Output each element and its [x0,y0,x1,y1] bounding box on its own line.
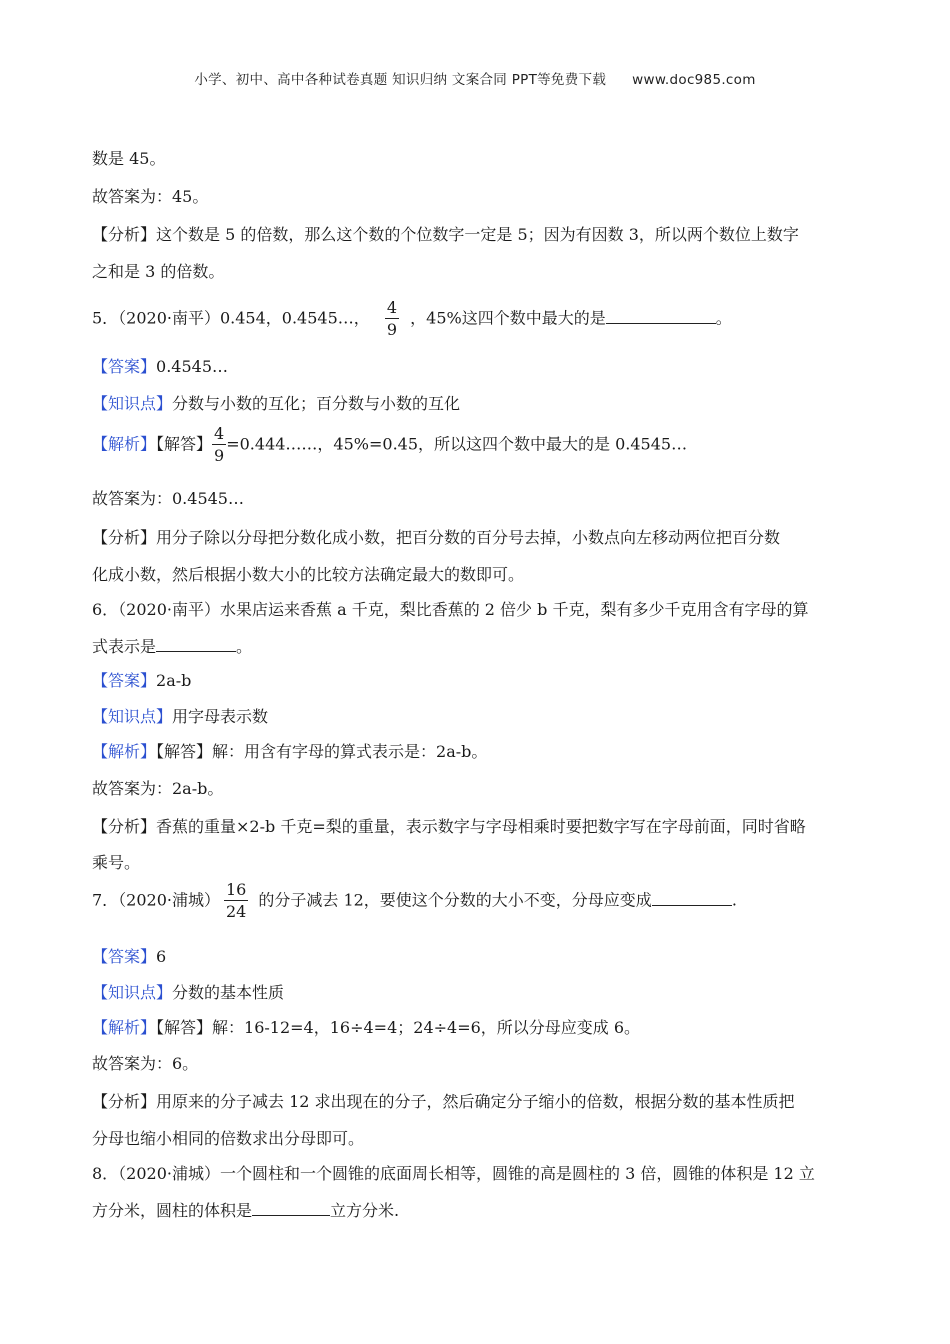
q6-knowledge-point [92,704,268,727]
q7-stem-a: 7．（2020·浦城） [92,890,220,910]
analysis-label: 【分析】 [92,528,157,547]
answer-blank[interactable] [252,1199,330,1216]
q5-knowledge-point [92,391,460,414]
analysis-text: 这个数是 5 的倍数，那么这个数的个位数字一定是 5；因为有因数 3，所以两个数位上数字 [156,225,799,244]
solution-sub-label: 【解答】 [156,434,213,454]
q5-stem-end: 。 [715,308,732,328]
q5-analysis-line2: 化成小数，然后根据小数大小的比较方法确定最大的数即可。 [92,565,525,584]
analysis-text: 用原来的分子减去 12 求出现在的分子，然后确定分子缩小的倍数，根据分数的基本性质把 [156,1092,795,1111]
q5-answer [92,354,228,377]
analysis-label: 【分析】 [92,817,157,836]
q5-analysis-line1 [92,525,780,548]
answer-label: 【答案】 [92,357,157,376]
q8-stem-line1: 8．（2020·浦城）一个圆柱和一个圆锥的底面周长相等，圆锥的高是圆柱的 3 倍，圆锥的体积是 12 立 [92,1164,815,1183]
solution-text: =0.444……，45%=0.45，所以这四个数中最大的是 0.4545… [226,434,688,454]
knowledge-text: 用字母表示数 [172,707,269,726]
solution-text: 【解答】解：用含有字母的算式表示是：2a-b。 [156,742,488,761]
q6-answer [92,668,191,691]
q5-solution [92,426,687,464]
fraction-numerator: 4 [214,424,225,443]
q8-stem-2a: 方分米，圆柱的体积是 [92,1201,253,1220]
answer-label: 【答案】 [92,947,157,966]
q7-analysis-line1 [92,1089,795,1112]
analysis-label: 【分析】 [92,225,157,244]
q6-solution [92,739,487,762]
solution-label: 【解析】 [92,434,157,454]
fraction-denominator: 24 [226,902,247,921]
q7-knowledge-point [92,980,284,1003]
fraction-numerator: 4 [386,298,398,317]
q7-solution [92,1015,640,1038]
fraction-denominator: 9 [386,320,398,339]
answer-blank[interactable] [652,889,732,906]
header-site-link[interactable]: www.doc985.com [632,72,756,88]
analysis-label: 【分析】 [92,1092,157,1111]
knowledge-text: 分数与小数的互化；百分数与小数的互化 [172,394,461,413]
q5-fraction [385,300,399,338]
q4-analysis-line2: 之和是 3 的倍数。 [92,262,225,281]
q5-stem [92,300,732,338]
knowledge-label: 【知识点】 [92,983,173,1002]
answer-blank[interactable] [156,635,236,652]
q7-answer [92,944,166,967]
q7-fraction [224,882,248,920]
solution-label: 【解析】 [92,1018,157,1037]
q6-stem-line1: 6．（2020·南平）水果店运来香蕉 a 千克，梨比香蕉的 2 倍少 b 千克，梨有多少千克用含有字母的算 [92,600,809,619]
q7-stem-b: 的分子减去 12，要使这个分数的大小不变，分母应变成 [258,890,652,910]
q5-stem-b: ，45%这四个数中最大的是 [410,308,606,328]
fraction-denominator: 9 [214,446,225,465]
q7-stem [92,882,737,920]
q6-stem-2a: 式表示是 [92,637,157,656]
q5-final-answer: 故答案为：0.4545… [92,489,244,508]
page-header [0,68,950,88]
q5-solution-fraction [212,426,226,464]
knowledge-text: 分数的基本性质 [172,983,285,1002]
answer-value: 0.4545… [156,357,228,376]
knowledge-label: 【知识点】 [92,707,173,726]
answer-value: 2a-b [156,671,192,690]
q8-stem-2b: 立方分米. [330,1201,400,1220]
knowledge-label: 【知识点】 [92,394,173,413]
q6-stem-line2 [92,634,252,657]
analysis-text: 香蕉的重量×2-b 千克=梨的重量，表示数字与字母相乘时要把数字写在字母前面，同时省略 [156,817,806,836]
solution-label: 【解析】 [92,742,157,761]
answer-blank[interactable] [606,307,716,324]
q6-analysis-line1 [92,814,806,837]
q8-stem-line2 [92,1198,399,1221]
answer-label: 【答案】 [92,671,157,690]
answer-value: 6 [156,947,167,966]
q4-text-line1: 数是 45。 [92,149,166,168]
q4-analysis-line1 [92,222,799,245]
q6-final-answer: 故答案为：2a-b。 [92,779,224,798]
q7-analysis-line2: 分母也缩小相同的倍数求出分母即可。 [92,1129,365,1148]
solution-text: 【解答】解：16-12=4，16÷4=4；24÷4=6，所以分母应变成 6。 [156,1018,641,1037]
q6-analysis-line2: 乘号。 [92,853,141,872]
q5-stem-a: 5．（2020·南平）0.454，0.4545…， [92,308,370,328]
q7-final-answer: 故答案为：6。 [92,1054,199,1073]
fraction-numerator: 16 [226,880,247,899]
q4-answer-line: 故答案为：45。 [92,187,209,206]
q6-stem-end: 。 [236,637,253,656]
q7-stem-end: . [731,890,737,910]
analysis-text: 用分子除以分母把分数化成小数，把百分数的百分号去掉，小数点向左移动两位把百分数 [156,528,781,547]
header-text: 小学、初中、高中各种试卷真题 知识归纳 文案合同 PPT等免费下载 [194,72,607,88]
